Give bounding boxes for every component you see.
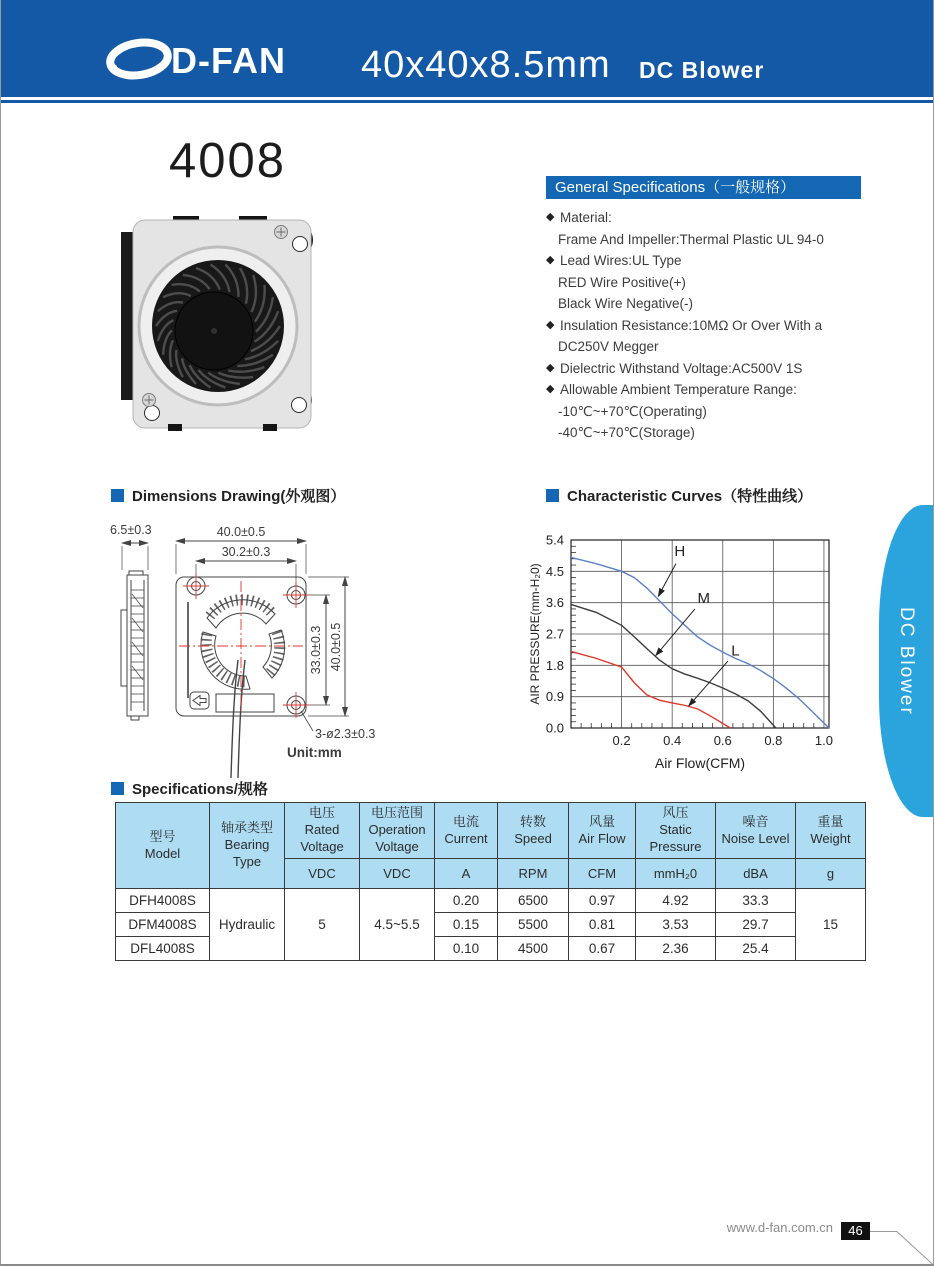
general-specs-title-bar: General Specifications（一般规格） xyxy=(546,176,861,199)
brand-logo xyxy=(105,28,325,86)
spec-line: DC250V Megger xyxy=(558,339,659,354)
section-bullet-icon xyxy=(546,489,559,502)
dim-hole-pitch-h: 30.2±0.3 xyxy=(221,545,271,559)
col-airflow: 风量 Air Flow xyxy=(569,803,636,859)
svg-text:Air Flow(CFM): Air Flow(CFM) xyxy=(654,755,746,771)
spec-line: ◆ Insulation Resistance:10MΩ Or Over With a xyxy=(546,315,876,337)
diamond-bullet-icon: ◆ xyxy=(546,383,555,395)
spec-line: Black Wire Negative(-) xyxy=(558,296,694,311)
svg-text:0.8: 0.8 xyxy=(764,733,783,748)
page-number-badge: 46 xyxy=(841,1222,870,1240)
model-cell: DFH4008S xyxy=(116,889,210,913)
product-photo xyxy=(113,210,325,442)
svg-text:5.4: 5.4 xyxy=(545,532,564,548)
page-title: 40x40x8.5mm xyxy=(361,44,611,86)
col-rated-voltage: 电压 Rated Voltage xyxy=(285,803,360,859)
rotation-arrow-icon xyxy=(190,692,209,709)
category-side-tab xyxy=(879,505,933,817)
specifications-table xyxy=(115,802,866,961)
dim-unit: Unit:mm xyxy=(287,745,342,760)
svg-text:0.0: 0.0 xyxy=(545,720,564,736)
category-side-tab-label: DC Blower xyxy=(896,606,917,716)
svg-text:3.6: 3.6 xyxy=(545,595,564,611)
dim-width: 40.0±0.5 xyxy=(216,525,266,539)
spec-line: ◆ Allowable Ambient Temperature Range: xyxy=(546,379,876,401)
col-speed: 转数 Speed xyxy=(498,803,569,859)
model-cell: DFM4008S xyxy=(116,913,210,937)
col-noise: 噪音 Noise Level xyxy=(716,803,796,859)
model-number: 4008 xyxy=(169,134,287,188)
spec-line: -10℃~+70℃(Operating) xyxy=(558,403,707,419)
mount-hole xyxy=(293,237,308,252)
brand-name: D-FAN xyxy=(171,40,286,81)
table-row: DFM4008S 0.15 5500 0.81 3.53 29.7 xyxy=(116,913,866,937)
operation-voltage-cell: 4.5~5.5 xyxy=(360,889,435,961)
diamond-bullet-icon: ◆ xyxy=(546,318,555,331)
header-rule xyxy=(1,100,933,103)
col-current: 电流 Current xyxy=(435,803,498,859)
svg-text:0.9: 0.9 xyxy=(545,689,564,705)
dim-holes: 3-ø2.3±0.3 xyxy=(315,727,376,741)
section-dimensions-label: Dimensions Drawing(外观图） xyxy=(132,488,346,505)
spec-line: Frame And Impeller:Thermal Plastic UL 94-0 xyxy=(558,231,824,247)
general-specs-list xyxy=(546,207,876,444)
header-banner xyxy=(1,0,933,97)
table-units-row: VDC VDC A RPM CFM mmH₂0 dBA g xyxy=(116,859,866,889)
dim-thickness: 6.5±0.3 xyxy=(110,523,152,537)
diamond-bullet-icon: ◆ xyxy=(546,361,555,374)
footer-diagonal-line xyxy=(896,1231,934,1266)
svg-text:1.8: 1.8 xyxy=(545,657,564,673)
section-curves xyxy=(546,485,812,506)
section-dimensions xyxy=(111,485,345,506)
svg-text:0.6: 0.6 xyxy=(713,733,732,748)
spec-line: ◆ Material: xyxy=(546,207,876,229)
dimensions-drawing xyxy=(104,510,534,785)
website-url: www.d-fan.com.cn xyxy=(726,1220,833,1235)
section-specifications-label: Specifications/规格 xyxy=(132,781,268,798)
col-weight: 重量 Weight xyxy=(796,803,866,859)
col-pressure: 风压 Static Pressure xyxy=(636,803,716,859)
diamond-bullet-icon: ◆ xyxy=(546,211,555,223)
table-header-row xyxy=(116,803,866,859)
dim-hole-pitch-v: 33.0±0.3 xyxy=(309,625,323,675)
mount-hole xyxy=(292,398,307,413)
mount-hole xyxy=(145,406,160,421)
weight-cell: 15 xyxy=(796,889,866,961)
page-subtitle: DC Blower xyxy=(639,57,765,83)
spec-line: ◆ Lead Wires:UL Type xyxy=(546,250,876,272)
col-bearing: 轴承类型 Bearing Type xyxy=(210,803,285,889)
svg-text:0.4: 0.4 xyxy=(663,733,682,748)
svg-text:2.7: 2.7 xyxy=(545,626,564,642)
spec-line: RED Wire Positive(+) xyxy=(558,274,686,290)
section-bullet-icon xyxy=(111,489,124,502)
model-cell: DFL4008S xyxy=(116,937,210,961)
svg-text:H: H xyxy=(674,543,686,561)
bearing-cell: Hydraulic xyxy=(210,889,285,961)
svg-text:0.2: 0.2 xyxy=(612,733,631,748)
diamond-bullet-icon: ◆ xyxy=(546,254,555,266)
spec-line: -40℃~+70℃(Storage) xyxy=(558,425,695,440)
rated-voltage-cell: 5 xyxy=(285,889,360,961)
dim-height: 40.0±0.5 xyxy=(329,622,343,672)
svg-text:M: M xyxy=(697,589,711,607)
col-model: 型号 Model xyxy=(116,803,210,889)
fan-swoosh-icon xyxy=(108,39,170,80)
svg-text:1.0: 1.0 xyxy=(814,733,833,748)
table-row: DFL4008S 0.10 4500 0.67 2.36 25.4 xyxy=(116,937,866,961)
performance-chart xyxy=(526,510,876,778)
svg-text:L: L xyxy=(731,642,740,660)
svg-text:AIR PRESSURE(mm-H₂0): AIR PRESSURE(mm-H₂0) xyxy=(528,563,542,705)
table-row: DFH4008S Hydraulic 5 4.5~5.5 0.20 6500 0.97 4.92 33.3 15 xyxy=(116,889,866,913)
col-operation-voltage: 电压范围 Operation Voltage xyxy=(360,803,435,859)
footer-line xyxy=(870,1231,897,1232)
section-curves-label: Characteristic Curves（特性曲线） xyxy=(567,488,813,505)
svg-text:4.5: 4.5 xyxy=(545,563,564,579)
spec-line: ◆ Dielectric Withstand Voltage:AC500V 1S xyxy=(546,358,876,380)
